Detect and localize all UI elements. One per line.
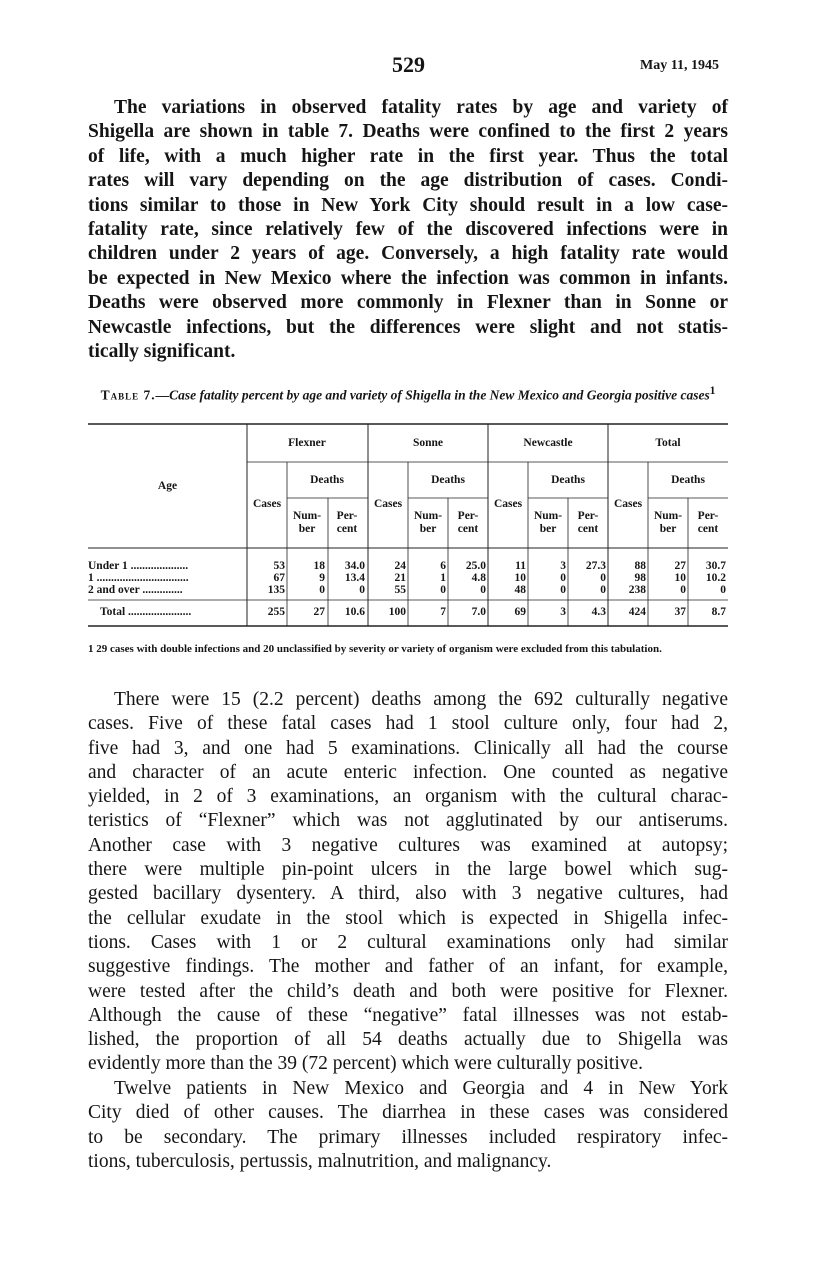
total-cell: 37 (674, 606, 686, 618)
group-header: Sonne (412, 437, 444, 449)
text-line: tically significant. (88, 341, 236, 363)
deaths-header: Deaths (310, 474, 344, 486)
total-cell: 10.6 (344, 606, 365, 618)
cases-header: Cases (613, 498, 643, 510)
text-line: be expected in New Mexico where the infection was common in infants. (88, 267, 728, 289)
table-cell: 6 (440, 560, 446, 572)
table-footnote: 1 29 cases with double infections and 20 unclassified by severity or variety of organism were excluded from this tabulation. (88, 643, 662, 655)
text-line: there were multiple pin-point ulcers in the large bowel which sug- (88, 859, 728, 881)
group-header: Flexner (288, 437, 326, 449)
table-cell: 88 (634, 560, 646, 572)
row-label: 1 ................................ (88, 572, 189, 584)
total-cell: 69 (514, 606, 526, 618)
age-header: Age (157, 480, 178, 492)
table-cell: 34.0 (344, 560, 365, 572)
table-cell: 21 (394, 572, 406, 584)
text-line: lished, the proportion of all 54 deaths actually due to Shigella was (88, 1029, 728, 1051)
text-line: were tested after the child’s death and both were positive for Flexner. (88, 980, 728, 1002)
percent-header: Per-cent (577, 510, 599, 535)
table-cell: 9 (319, 572, 325, 584)
table-cell: 0 (600, 584, 606, 596)
table-cell: 0 (560, 584, 566, 596)
text-line: Shigella are shown in table 7. Deaths were confined to the first 2 years (88, 121, 728, 143)
table-cell: 0 (480, 584, 486, 596)
text-line: rates will vary depending on the age distribution of cases. Condi- (88, 170, 728, 192)
text-line: Deaths were observed more commonly in Flexner than in Sonne or (88, 292, 728, 314)
text-line: children under 2 years of age. Conversely, a high fatality rate would (88, 243, 728, 265)
total-cell: 7.0 (471, 606, 486, 618)
text-line: Twelve patients in New Mexico and Georgia and 4 in New York (114, 1078, 728, 1099)
paragraph-other-causes (88, 1077, 728, 1174)
text-line: Another case with 3 negative cultures was examined at autopsy; (88, 834, 728, 856)
text-line: evidently more than the 39 (72 percent) which were culturally positive. (88, 1053, 644, 1075)
paragraph-negative-cases (88, 688, 728, 1077)
number-header: Num-ber (653, 510, 683, 535)
table-cell: 13.4 (344, 572, 365, 584)
text-line: Although the cause of these “negative” fatal illnesses was not estab- (88, 1004, 728, 1026)
table-cell: 27 (674, 560, 686, 572)
row-label: Under 1 .................... (88, 560, 189, 572)
text-line: tions. Cases with 1 or 2 cultural examinations only had similar (88, 931, 728, 953)
number-header: Num-ber (413, 510, 443, 535)
percent-header: Per-cent (697, 510, 719, 535)
text-line: gested bacillary dysentery. A third, also with 3 negative cultures, had (88, 883, 728, 905)
text-line: fatality rate, since relatively few of the discovered infections were in (88, 219, 728, 241)
table-cell: 67 (273, 572, 285, 584)
table-cell: 10 (514, 572, 526, 584)
cases-header: Cases (493, 498, 523, 510)
group-header: Newcastle (523, 437, 573, 449)
text-line: tions, tuberculosis, pertussis, malnutrition, and malignancy. (88, 1150, 552, 1172)
group-header: Total (655, 437, 681, 449)
text-line: suggestive findings. The mother and father of an infant, for example, (88, 956, 728, 978)
cases-header: Cases (373, 498, 403, 510)
table-cell: 3 (560, 560, 566, 572)
table-cell: 25.0 (465, 560, 486, 572)
table-cell: 24 (394, 560, 406, 572)
total-cell: 3 (560, 606, 566, 618)
text-line: cases. Five of these fatal cases had 1 stool culture only, four had 2, (88, 713, 728, 735)
table-cell: 0 (319, 584, 325, 596)
deaths-header: Deaths (431, 474, 465, 486)
table-cell: 10 (674, 572, 686, 584)
text-line: yielded, in 2 of 3 examinations, an organism with the cultural charac- (88, 786, 728, 808)
percent-header: Per-cent (457, 510, 479, 535)
text-line: City died of other causes. The diarrhea in these cases was considered (88, 1102, 728, 1124)
total-cell: 27 (313, 606, 325, 618)
number-header: Num-ber (533, 510, 563, 535)
total-cell: 424 (628, 606, 646, 618)
table-cell: 48 (514, 584, 526, 596)
text-line: tions similar to those in New York City should result in a low case- (88, 194, 728, 216)
total-label: Total ...................... (100, 606, 192, 618)
total-cell: 8.7 (711, 606, 726, 618)
row-label: 2 and over .............. (88, 584, 183, 596)
table-cell: 11 (515, 560, 526, 572)
text-line: of life, with a much higher rate in the first year. Thus the total (88, 145, 728, 167)
table-cell: 0 (680, 584, 686, 596)
deaths-header: Deaths (551, 474, 585, 486)
text-line: the cellular exudate in the stool which is expected in Shigella infec- (88, 907, 728, 929)
total-cell: 255 (267, 606, 285, 618)
number-header: Num-ber (292, 510, 322, 535)
percent-header: Per-cent (336, 510, 358, 535)
table-cell: 0 (440, 584, 446, 596)
total-cell: 100 (388, 606, 406, 618)
total-cell: 4.3 (591, 606, 606, 618)
page-number: 529 (392, 52, 425, 77)
table-cell: 0 (720, 584, 726, 596)
table-cell: 98 (634, 572, 646, 584)
table-caption-label: Table 7. (100, 387, 156, 403)
page-date: May 11, 1945 (640, 58, 719, 73)
table-cell: 55 (394, 584, 406, 596)
table-cell: 0 (359, 584, 365, 596)
table-caption-footnote-mark: 1 (709, 385, 716, 397)
text-line: five had 3, and one had 5 examinations. Clinically all had the course (88, 737, 728, 759)
table-cell: 1 (440, 572, 446, 584)
table-cell: 27.3 (585, 560, 606, 572)
table-cell: 53 (273, 560, 285, 572)
table-cell: 0 (560, 572, 566, 584)
table-cell: 4.8 (471, 572, 486, 584)
table-cell: 10.2 (705, 572, 726, 584)
deaths-header: Deaths (671, 474, 705, 486)
text-line: There were 15 (2.2 percent) deaths among the 692 culturally negative (114, 689, 728, 710)
table-cell: 0 (600, 572, 606, 584)
text-line: The variations in observed fatality rates by age and variety of (114, 97, 728, 118)
text-line: to be secondary. The primary illnesses included respiratory infec- (88, 1126, 728, 1148)
text-line: and character of an acute enteric infection. One counted as negative (88, 761, 728, 783)
cases-header: Cases (252, 498, 282, 510)
text-line: Newcastle infections, but the differences were slight and not statis- (88, 316, 728, 338)
text-line: teristics of “Flexner” which was not agglutinated by our antiserums. (88, 810, 728, 832)
table-cell: 18 (313, 560, 325, 572)
table-cell: 30.7 (705, 560, 726, 572)
table-cell: 238 (628, 584, 646, 596)
table-cell: 135 (267, 584, 285, 596)
table-caption-text: —Case fatality percent by age and variety of Shigella in the New Mexico and Georgia positive cases (155, 387, 710, 403)
total-cell: 7 (440, 606, 446, 618)
